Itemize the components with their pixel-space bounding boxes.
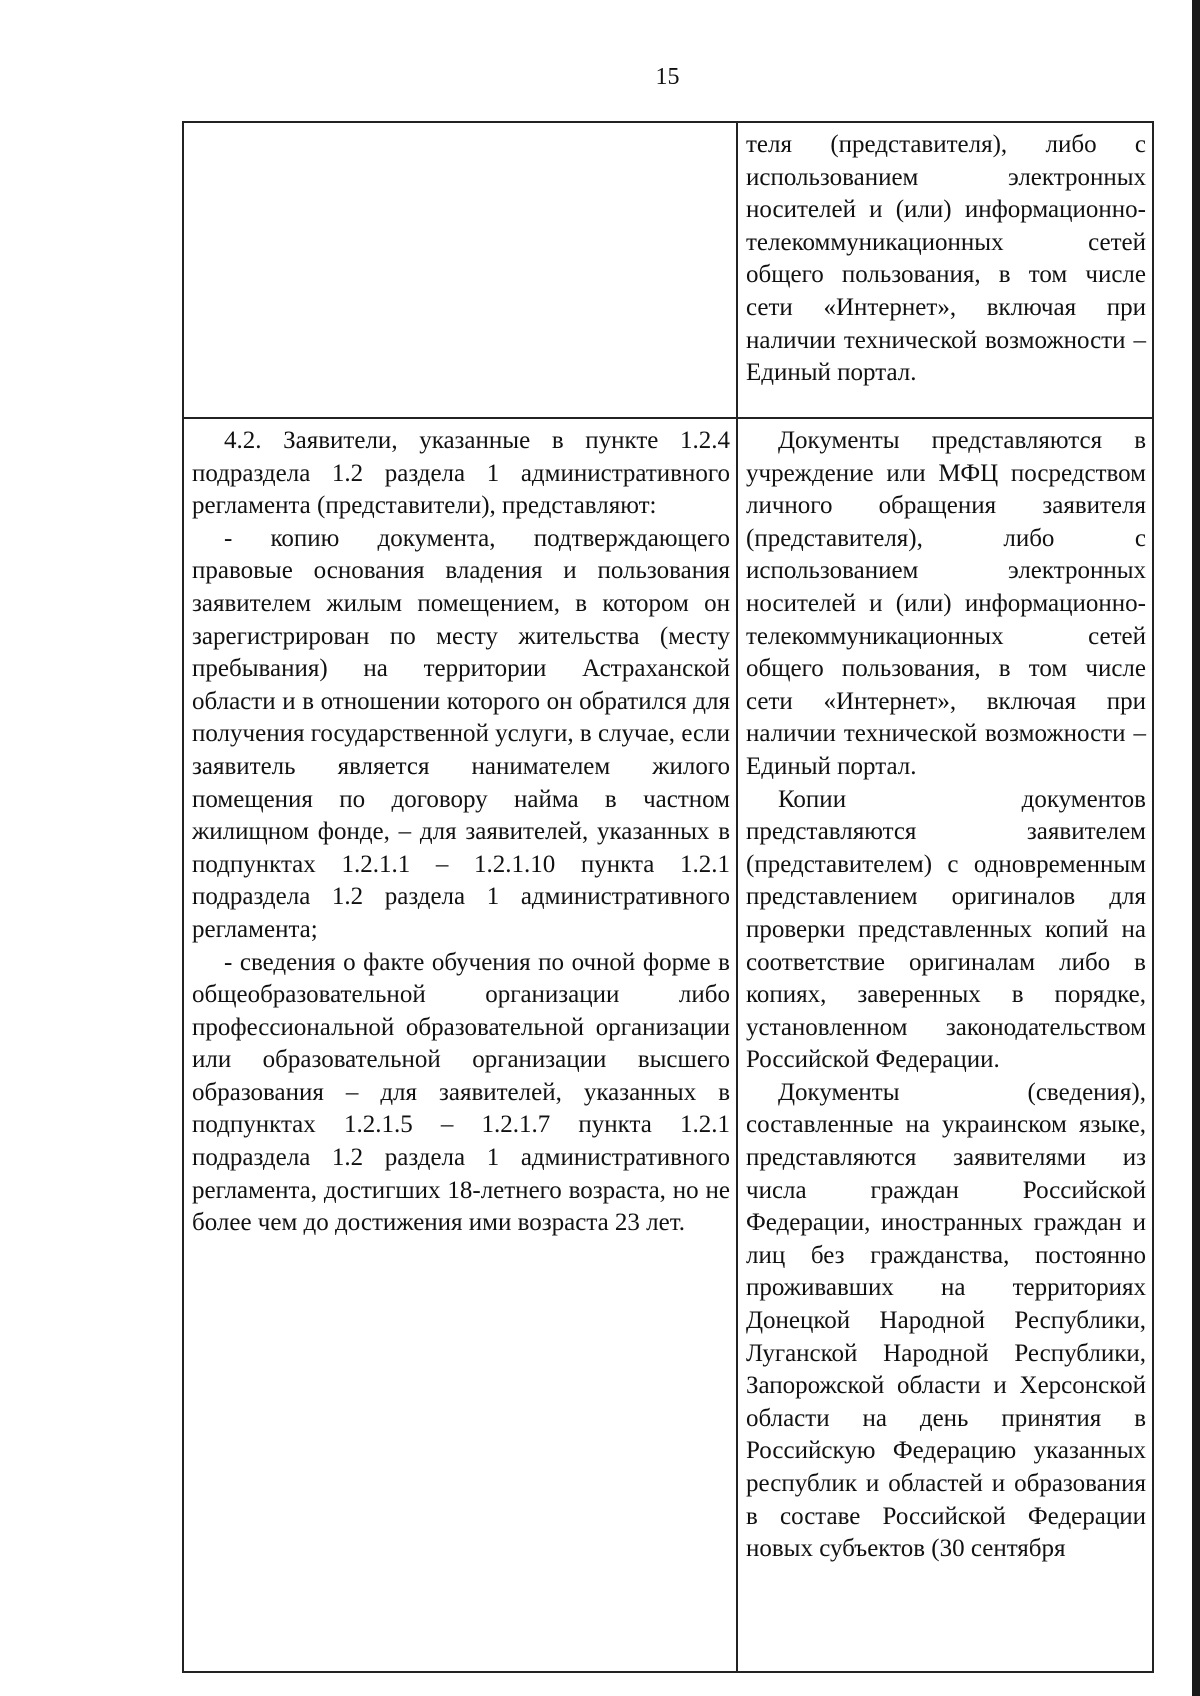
table-row: [183, 418, 1153, 1672]
paragraph-continuation: теля (представителя), либо с использованием электронных носителей и (или) информационно-телекоммуникационных сетей общего пользования, в том числе сети «Интернет», включая при наличии технической возможности – Единый портал.: [746, 131, 1146, 387]
paragraph-list-item: - сведения о факте обучения по очной форме в общеобразовательной организации либо профессиональной образовательной организации или образовательной организации высшего образования – для заявителей, указанных в подпунктах 1.2.1.5 – 1.2.1.7 пункта 1.2.1 подраздела 1.2 раздела 1 административного регламента, достигших 18-летнего возраста, но не более чем до достижения ими возраста 23 лет.: [192, 948, 730, 1237]
table-cell-left-empty: [183, 122, 737, 418]
paragraph-copies: Копии документов представляются заявителем (представителем) с одновременным представлением оригиналов для проверки представленных копий на соответствие оригиналам либо в копиях, заверенных в порядке, установленном законодательством Российской Федерации.: [746, 785, 1146, 1074]
paragraph-submission-method: Документы представляются в учреждение или МФЦ посредством личного обращения заявителя (представителя), либо с использованием электронных носителей и (или) информационно-телекоммуникационных сетей общего пользования, в том числе сети «Интернет», включая при наличии технической возможности – Единый портал.: [746, 427, 1146, 780]
table-cell-right: [737, 418, 1153, 1672]
page-number: 15: [655, 64, 680, 90]
table-cell-right: [737, 122, 1153, 418]
paragraph-ukrainian-documents: Документы (сведения), составленные на украинском языке, представляются заявителями из числа граждан Российской Федерации, иностранных граждан и лиц без гражданства, постоянно проживавших на территориях Донецкой Народной Республики, Луганской Народной Республики, Запорожской области и Херсонской области на день принятия в Российскую Федерацию указанных республик и областей и образования в составе Российской Федерации новых субъектов (30 сентября: [746, 1078, 1146, 1563]
scan-edge: [1192, 0, 1200, 1696]
paragraph-list-item: - копию документа, подтверждающего правовые основания владения и пользования заявителем жилым помещением, в котором он зарегистрирован по месту жительства (месту пребывания) на территории Астраханской области и в отношении которого он обратился для получения государственной услуги, в случае, если заявитель является нанимателем жилого помещения по договору найма в частном жилищном фонде, – для заявителей, указанных в подпунктах 1.2.1.1 – 1.2.1.10 пункта 1.2.1 подраздела 1.2 раздела 1 административного регламента;: [192, 524, 730, 943]
paragraph-item-4-2: 4.2. Заявители, указанные в пункте 1.2.4 подраздела 1.2 раздела 1 административного регламента (представители), представляют:: [192, 427, 730, 520]
table-cell-left: [183, 418, 737, 1672]
table-row: [183, 122, 1153, 418]
document-table: [182, 121, 1154, 1673]
